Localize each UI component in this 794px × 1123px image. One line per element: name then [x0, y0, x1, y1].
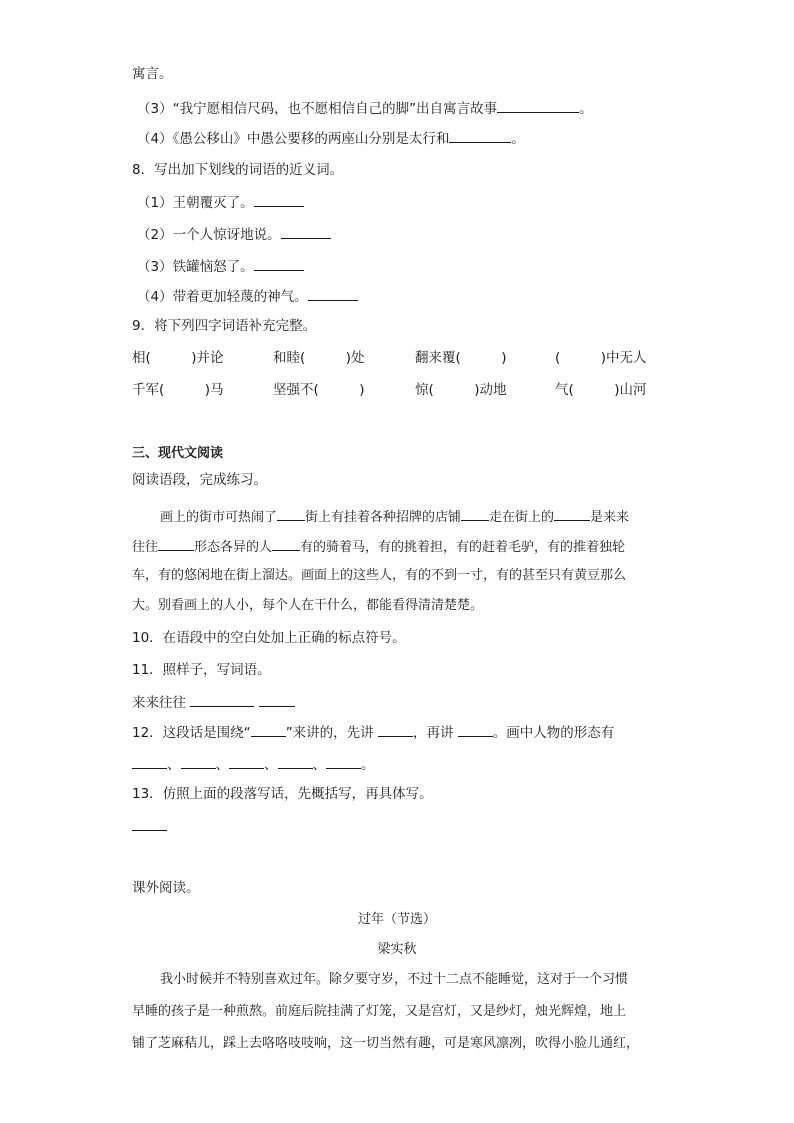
punct-blank[interactable]: [277, 506, 305, 521]
answer-blank[interactable]: [308, 286, 358, 301]
answer-blank[interactable]: [449, 128, 511, 143]
answer-blank[interactable]: [254, 256, 304, 271]
q9-cell[interactable]: 和睦( )处: [273, 350, 365, 366]
q11: 11．照样子，写词语。: [132, 662, 271, 678]
q13: 13．仿照上面的段落写话，先概括写，再具体写。: [132, 786, 433, 802]
q7-continuation: 寓言。: [132, 66, 173, 82]
answer-blank[interactable]: [458, 722, 493, 737]
answer-blank[interactable]: [326, 754, 361, 769]
extra-reading-heading: 课外阅读。: [132, 880, 200, 896]
article-line-1: 我小时候并不特别喜欢过年。除夕要守岁，不过十二点不能睡觉，这对于一个习惯: [160, 972, 629, 987]
q9-cell[interactable]: 气( )山河: [555, 382, 647, 398]
passage-line-1: 画上的街市可热闹了 街上有挂着各种招牌的店铺 走在街上的 是来来: [160, 506, 629, 528]
article-line-3: 铺了芝麻秸儿，踩上去咯咯吱吱响，这一切当然有趣，可是寒风凛冽，吹得小脸儿通红，: [132, 1036, 640, 1051]
answer-blank[interactable]: [378, 722, 413, 737]
answer-blank[interactable]: [254, 192, 304, 207]
punct-blank[interactable]: [461, 506, 489, 521]
q8-item-3: （3）铁罐恼怒了。: [137, 256, 304, 277]
q7-sub3: （3）“我宁愿相信尺码，也不愿相信自己的脚”出自寓言故事 。: [137, 98, 593, 119]
q8-item-1: （1）王朝覆灭了。: [137, 192, 304, 213]
q9-cell[interactable]: ( )中无人: [555, 350, 647, 366]
q8-item-4: （4）带着更加轻蔑的神气。: [137, 286, 358, 307]
punct-blank[interactable]: [158, 536, 194, 551]
q8-item-2: （2）一个人惊讶地说。: [137, 224, 331, 245]
answer-blank[interactable]: [190, 692, 254, 707]
passage-line-3: 车，有的悠闲地在街上溜达。画面上的这些人，有的不到一寸，有的甚至只有黄豆那么: [132, 568, 627, 583]
article-title: 过年（节选）: [357, 912, 436, 927]
answer-blank[interactable]: [251, 722, 286, 737]
q11-example: 来来往往: [132, 692, 295, 713]
q12: 12．这段话是围绕“ ”来讲的，先讲 ，再讲 。画中人物的形态有: [132, 722, 614, 743]
q9-cell[interactable]: 相( )并论: [132, 350, 224, 366]
answer-blank[interactable]: [132, 754, 167, 769]
section3-heading: 三、现代文阅读: [132, 446, 224, 461]
article-line-2: 早睡的孩子是一种煎熬。前庭后院挂满了灯笼，又是宫灯，又是纱灯，烛光辉煌，地上: [132, 1004, 627, 1019]
q9-cell[interactable]: 坚强不( ): [273, 382, 365, 398]
q13-answer: [132, 816, 167, 837]
q9-title: 9．将下列四字词语补充完整。: [132, 318, 317, 334]
passage-line-4: 大。别看画上的人小，每个人在干什么，都能看得清清楚楚。: [132, 598, 484, 613]
q12-forms: 、 、 、 、 。: [132, 754, 375, 775]
answer-blank[interactable]: [229, 754, 264, 769]
q9-cell[interactable]: 翻来覆( ): [415, 350, 507, 366]
punct-blank[interactable]: [272, 536, 300, 551]
q9-cell[interactable]: 惊( )动地: [415, 382, 507, 398]
punct-blank[interactable]: [554, 506, 590, 521]
q7-sub4: （4）《愚公移山》中愚公要移的两座山分别是太行和 。: [137, 128, 525, 149]
answer-blank[interactable]: [181, 754, 216, 769]
q8-title: 8．写出加下划线的词语的近义词。: [132, 162, 344, 178]
article-author: 梁实秋: [377, 942, 417, 957]
q9-cell[interactable]: 千军( )马: [132, 382, 224, 398]
q10: 10．在语段中的空白处加上正确的标点符号。: [132, 630, 406, 646]
answer-blank[interactable]: [281, 224, 331, 239]
answer-blank[interactable]: [259, 692, 295, 707]
section3-intro: 阅读语段，完成练习。: [132, 472, 267, 488]
answer-blank[interactable]: [278, 754, 313, 769]
answer-blank[interactable]: [132, 816, 167, 831]
answer-blank[interactable]: [497, 98, 579, 113]
passage-line-2: 往往 形态各异的人 有的骑着马，有的挑着担，有的赶着毛驴，有的推着独轮: [132, 536, 625, 558]
